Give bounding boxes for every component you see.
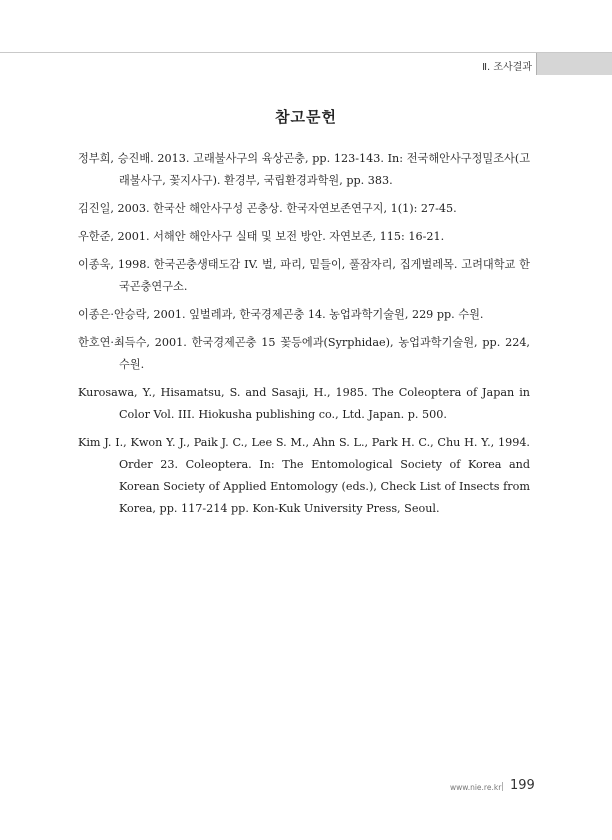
page-number: 199 <box>510 778 535 793</box>
chapter-tab-divider <box>536 53 537 75</box>
chapter-tab <box>536 53 612 75</box>
reference-item: Kim J. I., Kwon Y. J., Paik J. C., Lee S. M., Ahn S. L., Park H. C., Chu H. Y., 1994. Order 23. Coleoptera. In: The Entomological Society of Korea and Korean Society of Applied Entomology (eds.), Check List of Insects from Korea, pp. 117-214 pp. Kon-Kuk University Press, Seoul. <box>78 436 530 515</box>
footer-separator: | <box>501 782 505 792</box>
page-title: 참고문헌 <box>275 108 337 126</box>
reference-item: 김진일, 2003. 한국산 해안사구성 곤충상. 한국자연보존연구지, 1(1): 27-45. <box>78 202 457 215</box>
chapter-label: Ⅱ. 조사결과 <box>482 62 532 73</box>
reference-item: Kurosawa, Y., Hisamatsu, S. and Sasaji, H., 1985. The Coleoptera of Japan in Color Vol. III. Hiokusha publishing co., Ltd. Japan. p. 500. <box>78 386 530 421</box>
reference-item: 정부희, 승진배. 2013. 고래불사구의 육상곤충, pp. 123-143. In: 전국해안사구정밀조사(고래불사구, 꽃지사구). 환경부, 국립환경과학원, pp. 383. <box>78 152 530 187</box>
reference-item: 한호연·최득수, 2001. 한국경제곤충 15 꽃등에과(Syrphidae), 농업과학기술원, pp. 224, 수원. <box>78 336 530 371</box>
reference-list <box>78 148 530 526</box>
reference-item: 우한준, 2001. 서해안 해안사구 실태 및 보전 방안. 자연보존, 115: 16-21. <box>78 230 445 243</box>
reference-item: 이종은·안승락, 2001. 잎벌레과, 한국경제곤충 14. 농업과학기술원, 229 pp. 수원. <box>78 308 484 321</box>
header-rule <box>0 52 612 53</box>
footer-url: www.nie.re.kr <box>450 783 502 792</box>
reference-item: 이종욱, 1998. 한국곤충생태도감 IV. 벌, 파리, 밑들이, 풀잠자리, 집게벌레목. 고려대학교 한국곤충연구소. <box>78 258 530 293</box>
